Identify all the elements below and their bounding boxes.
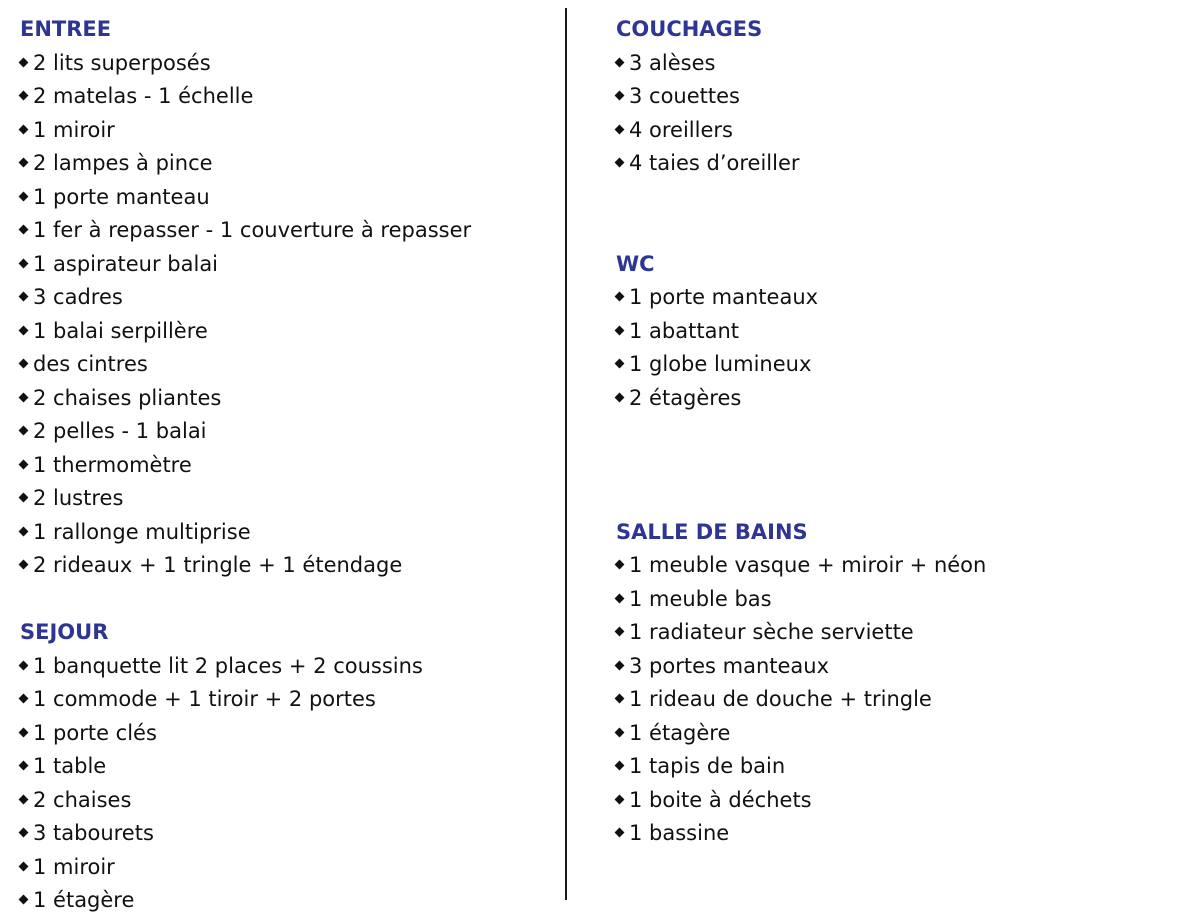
- item-list-entree: [20, 47, 550, 583]
- diamond-bullet-icon: [19, 325, 29, 335]
- list-item: [20, 382, 550, 416]
- item-list-salle-de-bains: [616, 549, 1186, 851]
- list-item: [20, 650, 550, 684]
- item-label: 2 pelles - 1 balai: [33, 419, 207, 443]
- section-couchages: [616, 13, 1186, 181]
- list-item: [616, 717, 1186, 751]
- item-label: 1 commode + 1 tiroir + 2 portes: [33, 687, 376, 711]
- item-label: 1 fer à repasser - 1 couverture à repasser: [33, 218, 472, 242]
- diamond-bullet-icon: [19, 459, 29, 469]
- list-item: [616, 616, 1186, 650]
- list-item: [616, 147, 1186, 181]
- diamond-bullet-icon: [19, 660, 29, 670]
- diamond-bullet-icon: [615, 794, 625, 804]
- item-list-sejour: [20, 650, 550, 918]
- item-label: 1 boite à déchets: [629, 787, 812, 812]
- item-list-couchages: [616, 47, 1186, 181]
- list-item: [20, 482, 550, 516]
- list-item: [20, 147, 550, 181]
- diamond-bullet-icon: [19, 794, 29, 804]
- right-column: [616, 13, 1186, 851]
- item-label: 2 chaises: [33, 787, 132, 812]
- diamond-bullet-icon: [19, 191, 29, 201]
- diamond-bullet-icon: [615, 57, 625, 67]
- item-label: 1 miroir: [33, 854, 115, 879]
- diamond-bullet-icon: [615, 627, 625, 637]
- diamond-bullet-icon: [19, 861, 29, 871]
- list-item: [616, 114, 1186, 148]
- list-item: [616, 47, 1186, 81]
- item-label: 1 rallonge multiprise: [33, 519, 251, 544]
- diamond-bullet-icon: [19, 761, 29, 771]
- item-label: 1 étagère: [33, 888, 135, 912]
- item-label: 1 tapis de bain: [629, 754, 786, 778]
- diamond-bullet-icon: [19, 124, 29, 134]
- diamond-bullet-icon: [615, 91, 625, 101]
- list-item: [20, 281, 550, 315]
- item-label: 1 abattant: [629, 318, 739, 343]
- diamond-bullet-icon: [19, 91, 29, 101]
- diamond-bullet-icon: [19, 225, 29, 235]
- diamond-bullet-icon: [19, 727, 29, 737]
- item-label: 3 portes manteaux: [629, 653, 830, 678]
- item-label: 1 étagère: [629, 720, 731, 745]
- diamond-bullet-icon: [19, 426, 29, 436]
- list-item: [616, 750, 1186, 784]
- list-item: [616, 382, 1186, 416]
- diamond-bullet-icon: [19, 359, 29, 369]
- list-item: [616, 348, 1186, 382]
- list-item: [20, 47, 550, 81]
- section-salle-de-bains: [616, 516, 1186, 851]
- item-label: 1 balai serpillère: [33, 318, 208, 343]
- diamond-bullet-icon: [615, 124, 625, 134]
- diamond-bullet-icon: [19, 292, 29, 302]
- diamond-bullet-icon: [615, 761, 625, 771]
- item-label: 1 meuble bas: [629, 586, 772, 611]
- item-label: 2 matelas - 1 échelle: [33, 84, 254, 108]
- item-label: 2 lustres: [33, 486, 124, 510]
- list-item: [616, 784, 1186, 818]
- list-item: [20, 415, 550, 449]
- diamond-bullet-icon: [615, 560, 625, 570]
- item-label: 3 cadres: [33, 285, 123, 309]
- list-item: [616, 650, 1186, 684]
- diamond-bullet-icon: [19, 526, 29, 536]
- section-spacer: [616, 181, 1186, 248]
- diamond-bullet-icon: [19, 258, 29, 268]
- item-label: 1 meuble vasque + miroir + néon: [629, 553, 987, 577]
- item-label: 1 rideau de douche + tringle: [629, 687, 932, 711]
- list-item: [616, 281, 1186, 315]
- list-item: [616, 315, 1186, 349]
- item-label: 4 taies d’oreiller: [629, 151, 800, 175]
- item-label: 1 thermomètre: [33, 452, 192, 477]
- diamond-bullet-icon: [615, 359, 625, 369]
- list-item: [20, 549, 550, 583]
- list-item: [20, 80, 550, 114]
- diamond-bullet-icon: [19, 560, 29, 570]
- item-label: 1 miroir: [33, 117, 115, 142]
- diamond-bullet-icon: [19, 57, 29, 67]
- list-item: [20, 817, 550, 851]
- diamond-bullet-icon: [19, 158, 29, 168]
- list-item: [616, 549, 1186, 583]
- list-item: [20, 884, 550, 918]
- item-label: 1 bassine: [629, 821, 730, 845]
- item-label: 2 rideaux + 1 tringle + 1 étendage: [33, 553, 403, 577]
- list-item: [616, 683, 1186, 717]
- item-label: 2 lits superposés: [33, 50, 211, 75]
- list-item: [20, 214, 550, 248]
- diamond-bullet-icon: [615, 325, 625, 335]
- list-item: [20, 248, 550, 282]
- item-label: 1 banquette lit 2 places + 2 coussins: [33, 653, 423, 678]
- diamond-bullet-icon: [615, 727, 625, 737]
- diamond-bullet-icon: [615, 292, 625, 302]
- item-label: 2 étagères: [629, 385, 742, 410]
- list-item: [20, 683, 550, 717]
- diamond-bullet-icon: [19, 493, 29, 503]
- item-label: 2 chaises pliantes: [33, 385, 222, 410]
- item-label: 3 couettes: [629, 84, 740, 108]
- item-label: 1 porte manteaux: [629, 285, 819, 309]
- diamond-bullet-icon: [615, 828, 625, 838]
- list-item: [20, 315, 550, 349]
- item-list-wc: [616, 281, 1186, 415]
- column-divider: [565, 8, 567, 900]
- diamond-bullet-icon: [615, 694, 625, 704]
- section-wc: [616, 248, 1186, 416]
- diamond-bullet-icon: [615, 593, 625, 603]
- list-item: [20, 784, 550, 818]
- section-title-sejour: SEJOUR: [20, 620, 109, 644]
- list-item: [20, 750, 550, 784]
- item-label: 1 porte manteau: [33, 184, 210, 209]
- diamond-bullet-icon: [615, 392, 625, 402]
- section-sejour: [20, 616, 550, 918]
- item-label: 1 globe lumineux: [629, 352, 812, 376]
- list-item: [616, 817, 1186, 851]
- section-title-entree: ENTREE: [20, 17, 112, 41]
- diamond-bullet-icon: [19, 828, 29, 838]
- list-item: [20, 516, 550, 550]
- diamond-bullet-icon: [19, 392, 29, 402]
- list-item: [616, 80, 1186, 114]
- left-column: [20, 13, 550, 918]
- list-item: [20, 348, 550, 382]
- item-label: 1 table: [33, 754, 107, 778]
- item-label: des cintres: [33, 352, 148, 376]
- section-spacer: [20, 583, 550, 617]
- diamond-bullet-icon: [615, 158, 625, 168]
- item-label: 3 tabourets: [33, 821, 154, 845]
- item-label: 1 porte clés: [33, 720, 157, 745]
- section-title-couchages: COUCHAGES: [616, 17, 763, 41]
- section-spacer: [616, 415, 1186, 516]
- list-item: [20, 181, 550, 215]
- section-title-wc: WC: [616, 251, 655, 276]
- item-label: 4 oreillers: [629, 117, 733, 142]
- item-label: 1 radiateur sèche serviette: [629, 620, 914, 644]
- list-item: [616, 583, 1186, 617]
- list-item: [20, 717, 550, 751]
- diamond-bullet-icon: [615, 660, 625, 670]
- section-entree: [20, 13, 550, 583]
- item-label: 2 lampes à pince: [33, 151, 213, 175]
- section-title-salle-de-bains: SALLE DE BAINS: [616, 519, 808, 544]
- list-item: [20, 114, 550, 148]
- list-item: [20, 851, 550, 885]
- diamond-bullet-icon: [19, 694, 29, 704]
- list-item: [20, 449, 550, 483]
- item-label: 3 alèses: [629, 50, 716, 75]
- item-label: 1 aspirateur balai: [33, 251, 219, 276]
